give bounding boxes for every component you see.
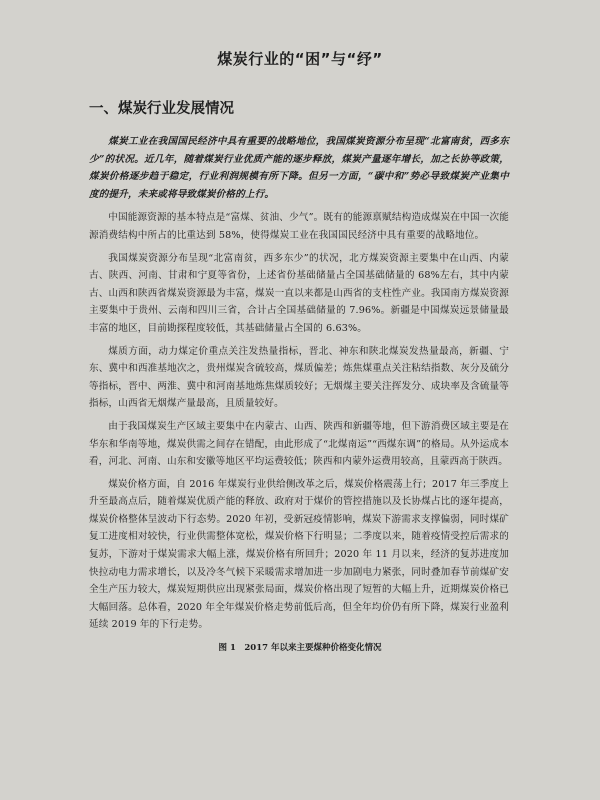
document-body [89, 133, 509, 639]
summary-paragraph: 煤炭工业在我国国民经济中具有重要的战略地位，我国煤炭资源分布呈现“北富南贫，西多东少”的状况。近几年，随着煤炭行业优质产能的逐步释放，煤炭产量逐年增长，加之长协等政策，煤炭价格逐步趋于稳定，行业利润规模有所下降。但另一方面，“碳中和”势必导致煤炭产业集中度的提升，未来或将导致煤炭价格的上行。 [89, 136, 509, 200]
document-title: 煤炭行业的“困”与“纾” [217, 50, 383, 68]
body-paragraph: 由于我国煤炭生产区域主要集中在内蒙古、山西、陕西和新疆等地，但下游消费区域主要是在华东和华南等地，煤炭供需之间存在错配，由此形成了“北煤南运”“西煤东调”的格局。从外运成本看，河北、河南、山东和安徽等地区平均运费较低；陕西和内蒙外运费用较高，且蒙西高于陕西。 [89, 420, 509, 468]
body-paragraph: 煤质方面，动力煤定价重点关注发热量指标，晋北、神东和陕北煤炭发热量最高，新疆、宁东、冀中和西准基地次之，贵州煤炭含硫较高，煤质偏差；炼焦煤重点关注粘结指数、灰分及硫分等指标，晋中、两淮、冀中和河南基地炼焦煤质较好；无烟煤主要关注挥发分、成块率及含硫量等指标，山西省无烟煤产量最高，且质量较好。 [89, 345, 509, 410]
body-paragraph: 我国煤炭资源分布呈现“北富南贫，西多东少”的状况，北方煤炭资源主要集中在山西、内蒙古、陕西、河南、甘肃和宁夏等省份，上述省份基础储量占全国基础储量的 68%左右，其中内蒙古、山西和陕西省煤炭资源最为丰富，煤炭一直以来都是山西省的支柱性产业。我国南方煤炭资源主要集中于贵州、云南和四川三省，合计占全国基础储量的 7.96%。新疆是中国煤炭远景储量最丰富的地区，目前勘探程度较低，其基础储量占全国的 6.63%。 [89, 252, 509, 334]
body-paragraph: 煤炭价格方面，自 2016 年煤炭行业供给侧改革之后，煤炭价格震荡上行；2017 年三季度上升至最高点后，随着煤炭优质产能的释放、政府对于煤价的管控措施以及长协煤占比的逐年提高，煤炭价格整体呈波动下行态势。2020 年初，受新冠疫情影响，煤炭下游需求支撑偏弱，同时煤矿复工进度相对较快，行业供需整体宽松，煤炭价格下行明显；二季度以来，随着疫情受控后需求的复苏，下游对于煤炭需求大幅上涨，煤炭价格有所回升；2020 年 11 月以来，经济的复苏进度加快拉动电力需求增长，以及冷冬气候下采暖需求增加进一步加剧电力紧张，同时叠加春节前煤矿安全生产压力较大，煤炭短期供应出现紧张局面，煤炭价格出现了短暂的大幅上升，近期煤炭价格已大幅回落。总体看，2020 年全年煤炭价格走势前低后高，但全年均价仍有所下降，煤炭行业盈利延续 2019 年的下行走势。 [89, 478, 509, 631]
section-heading: 一、煤炭行业发展情况 [89, 101, 234, 117]
body-paragraph: 中国能源资源的基本特点是“富煤、贫油、少气”。既有的能源禀赋结构造成煤炭在中国一次能源消费结构中所占的比重达到 58%，使得煤炭工业在我国国民经济中具有重要的战略地位。 [89, 212, 509, 241]
figure-caption: 图 1 2017 年以来主要煤种价格变化情况 [218, 643, 382, 653]
